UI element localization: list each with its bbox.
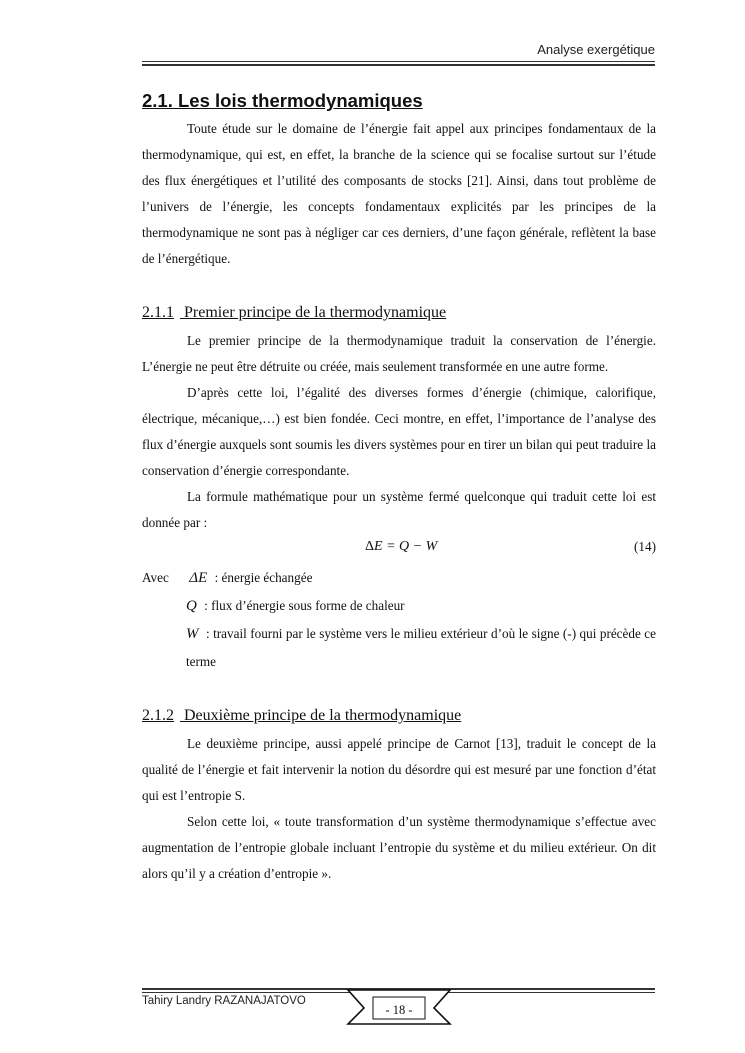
definition-row-1 xyxy=(142,564,656,592)
header-title: Analyse exergétique xyxy=(537,42,655,57)
equation-row xyxy=(142,536,656,564)
sub2-paragraph-1: Le deuxième principe, aussi appelé principe de Carnot [13], traduit le concept de la qualité de l’énergie et fait intervenir la notion du désordre qui est mesuré par une fonction d’état qui est l’entropie S. xyxy=(142,736,656,803)
definition-symbol: ΔE xyxy=(189,570,208,586)
definition-text: : flux d’énergie sous forme de chaleur xyxy=(204,598,405,613)
equation-number: (14) xyxy=(634,539,656,554)
subsection-2-title: Deuxième principe de la thermodynamique xyxy=(184,707,462,724)
definition-symbol: W xyxy=(186,626,199,642)
definition-row-3 xyxy=(142,620,656,675)
section-title: 2.1. Les lois thermodynamiques xyxy=(142,90,423,111)
page-number: - 18 - xyxy=(385,1003,413,1017)
subsection-2-heading xyxy=(142,705,656,727)
subsection-1-title: Premier principe de la thermodynamique xyxy=(184,304,447,321)
page-content xyxy=(142,84,656,887)
header-rule xyxy=(142,61,655,62)
sub1-paragraph-1: Le premier principe de la thermodynamique traduit la conservation de l’énergie. L’énergie ne peut être détruite ou créée, mais seulement transformée en une autre forme. xyxy=(142,333,656,374)
header-rule-thick xyxy=(142,64,655,66)
equation xyxy=(365,539,437,555)
subsection-2-number: 2.1.2 xyxy=(142,707,174,724)
definition-symbol: Q xyxy=(186,598,197,614)
sub1-paragraph-3: La formule mathématique pour un système fermé quelconque qui traduit cette loi est donnée par : xyxy=(142,489,656,530)
footer-author: Tahiry Landry RAZANAJATOVO xyxy=(142,995,306,1007)
definition-text: : énergie échangée xyxy=(214,570,313,585)
subsection-1-heading xyxy=(142,302,656,324)
definition-text: : travail fourni par le système vers le milieu extérieur d’où le signe (-) qui précède ce terme xyxy=(186,626,657,669)
sub2-paragraph-2: Selon cette loi, « toute transformation d’un système thermodynamique s’effectue avec augmentation de l’entropie globale incluant l’entropie du système et du milieu extérieur. On dit alors qu’il y a création d’entropie ». xyxy=(142,814,656,881)
equation-delta: Δ xyxy=(365,539,375,554)
equation-body: E = Q − W xyxy=(374,539,438,554)
section-intro-paragraph: Toute étude sur le domaine de l’énergie fait appel aux principes fondamentaux de la thermodynamique, qui est, en effet, la branche de la science qui se focalise surtout sur l’étude des flux énergétiques et l’utilité des composants de stocks [21]. Ainsi, dans tout problème de l’univers de l’énergie, les concepts fondamentaux explicités par les principes de la thermodynamique ne sont pas à négliger car ces derniers, d’une façon générale, reflètent la base de l’énergétique. xyxy=(142,121,656,266)
subsection-1-number: 2.1.1 xyxy=(142,304,174,321)
definition-row-2 xyxy=(142,592,656,620)
sub1-paragraph-2: D’après cette loi, l’égalité des diverses formes d’énergie (chimique, calorifique, électrique, mécanique,…) est bien fondée. Ceci montre, en effet, l’importance de l’analyse des flux d’énergie auxquels sont soumis les divers systèmes pour en tirer un bilan qui peut traduire la conservation d’énergie correspondante. xyxy=(142,385,656,478)
definitions-avec-label: Avec xyxy=(142,570,169,585)
